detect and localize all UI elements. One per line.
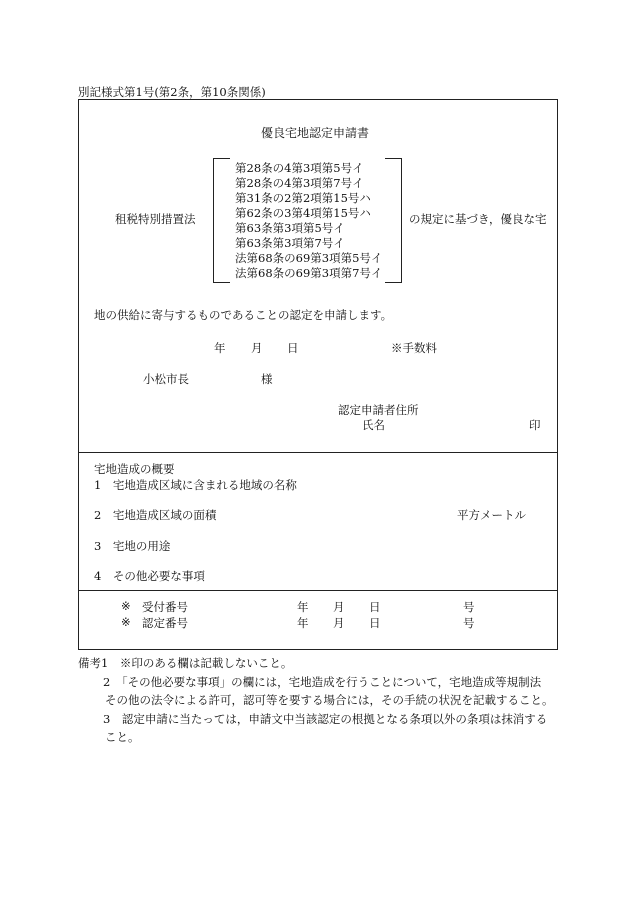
office-number-suffix: 号 xyxy=(463,600,475,614)
provision-line: 第28条の4第3項第5号イ xyxy=(235,161,364,175)
provision-line: 法第68条の69第3項第5号イ xyxy=(235,251,383,265)
overview-item: 2 宅地造成区域の面積 xyxy=(94,508,217,522)
statement-part1: の規定に基づき，優良な宅 xyxy=(409,212,547,226)
office-mark: ※ xyxy=(121,615,131,629)
statement-part2: 地の供給に寄与するものであることの認定を申請します。 xyxy=(94,308,393,322)
date-month: 月 xyxy=(251,341,263,355)
section-divider xyxy=(79,452,557,453)
provision-line: 第62条の3第4項第15号ハ xyxy=(235,206,371,220)
provision-line: 法第68条の69第3項第7号イ xyxy=(235,266,383,280)
office-month: 月 xyxy=(333,600,345,614)
note-3-line1: 3 認定申請に当たっては，申請文中当該認定の根拠となる条項以外の条項は抹消する xyxy=(103,712,548,726)
provision-line: 第63条第3項第5号イ xyxy=(235,221,345,235)
honorific: 様 xyxy=(261,372,273,386)
office-day: 日 xyxy=(369,600,381,614)
office-day: 日 xyxy=(369,616,381,630)
office-month: 月 xyxy=(333,616,345,630)
addressee: 小松市長 xyxy=(143,372,189,386)
form-number-label: 別記様式第1号(第2条，第10条関係) xyxy=(78,85,266,99)
overview-item: 4 その他必要な事項 xyxy=(94,569,205,583)
right-bracket xyxy=(385,158,402,283)
left-bracket xyxy=(213,158,230,283)
provision-line: 第28条の4第3項第7号イ xyxy=(235,176,364,190)
office-mark: ※ xyxy=(121,599,131,613)
date-day: 日 xyxy=(287,341,299,355)
receipt-number-label: 受付番号 xyxy=(142,600,188,614)
section-divider xyxy=(79,590,557,591)
overview-heading: 宅地造成の概要 xyxy=(94,462,175,476)
note-3-line2: こと。 xyxy=(105,730,140,744)
overview-item: 1 宅地造成区域に含まれる地域の名称 xyxy=(94,478,297,492)
applicant-name-label: 氏名 xyxy=(362,418,385,432)
office-number-suffix: 号 xyxy=(463,616,475,630)
office-year: 年 xyxy=(297,616,309,630)
form-title: 優良宅地認定申請書 xyxy=(261,126,370,140)
overview-item: 3 宅地の用途 xyxy=(94,539,171,553)
provision-line: 第63条第3項第7号イ xyxy=(235,236,345,250)
date-year: 年 xyxy=(214,341,226,355)
area-unit: 平方メートル xyxy=(457,508,526,522)
applicant-address-label: 認定申請者住所 xyxy=(338,403,419,417)
law-name: 租税特別措置法 xyxy=(115,212,196,226)
seal-mark: 印 xyxy=(529,418,541,432)
fee-label: ※手数料 xyxy=(391,341,437,355)
note-2-line1: 2 「その他必要な事項」の欄には，宅地造成を行うことについて，宅地造成等規制法 xyxy=(103,675,542,689)
office-year: 年 xyxy=(297,600,309,614)
provision-line: 第31条の2第2項第15号ハ xyxy=(235,191,371,205)
note-1: 備考1 ※印のある欄は記載しないこと。 xyxy=(78,656,293,670)
application-form xyxy=(78,99,558,650)
note-2-line2: その他の法令による許可，認可等を要する場合には，その手続の状況を記載すること。 xyxy=(105,693,554,707)
certification-number-label: 認定番号 xyxy=(142,616,188,630)
